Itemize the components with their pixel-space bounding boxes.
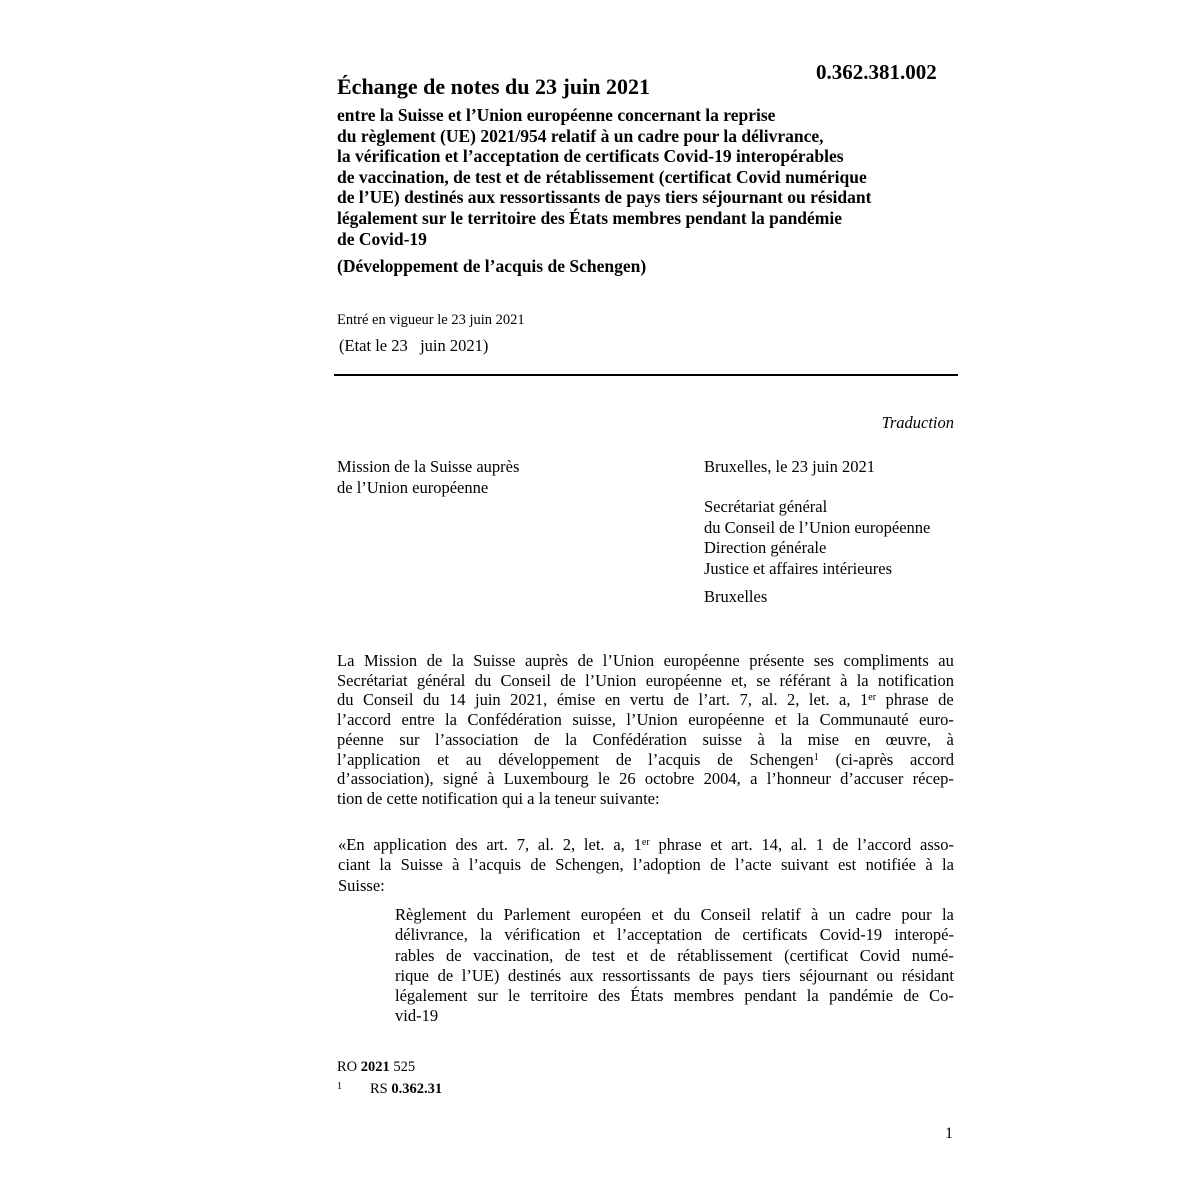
- status-date: (Etat le 23 juin 2021): [339, 336, 489, 355]
- recipient-city: Bruxelles: [704, 587, 768, 606]
- entry-into-force: Entré en vigueur le 23 juin 2021: [337, 312, 525, 328]
- subtitle-line: de Covid-19: [337, 228, 427, 249]
- subtitle-line: légalement sur le territoire des États membres pendant la pandémie: [337, 207, 843, 228]
- body-line: tion de cette notification qui a la teneur suivante:: [337, 788, 660, 808]
- recipient-line: Justice et affaires intérieures: [704, 558, 892, 578]
- regulation-line: délivrance, la vérification et l’acceptation de certificats Covid-19 interopé-: [395, 925, 954, 945]
- footnote: 1 RS 0.362.31: [337, 1081, 443, 1097]
- subtitle-line: de l’UE) destinés aux ressortissants de pays tiers séjournant ou résidant: [337, 187, 872, 208]
- body-line: La Mission de la Suisse auprès de l’Union européenne présente ses compliments au: [337, 651, 954, 670]
- footnote-sup: er: [868, 692, 877, 704]
- quote-line: Suisse:: [338, 875, 385, 895]
- body-line: l’application et au développement de l’acquis de Schengen$^1$ (ci-après accord: [337, 749, 954, 769]
- regulation-line: vid-19: [395, 1006, 439, 1026]
- quote-line: ciant la Suisse à l’acquis de Schengen, l’adoption de l’acte suivant est notifiée à la: [338, 855, 954, 875]
- body-line: Secrétariat général du Conseil de l’Union européenne et, se référant à la notification: [337, 670, 954, 690]
- sender-line: Mission de la Suisse auprès: [337, 457, 520, 476]
- quote-line: «En application des art. 7, al. 2, let. a, 1er phrase et art. 14, al. 1 de l’accord asso-: [338, 835, 954, 854]
- recipient-line: Secrétariat général: [704, 497, 828, 516]
- sender-line: de l’Union européenne: [337, 477, 489, 497]
- regulation-title: [395, 905, 954, 1027]
- footnote-marker: 1: [813, 751, 819, 763]
- body-paragraph: [337, 651, 954, 809]
- regulation-line: Règlement du Parlement européen et du Conseil relatif à un cadre pour la: [395, 905, 954, 924]
- schengen-note: (Développement de l’acquis de Schengen): [337, 256, 647, 276]
- regulation-line: rique de l’UE) destinés aux ressortissants de pays tiers séjournant ou résidant: [395, 965, 954, 985]
- subtitle-line: de vaccination, de test et de rétablissement (certificat Covid numérique: [337, 166, 867, 187]
- sender-address: [337, 457, 519, 498]
- recipient-address: [704, 497, 930, 579]
- recipient-line: du Conseil de l’Union européenne: [704, 517, 931, 537]
- regulation-line: rables de vaccination, de test et de rétablissement (certificat Covid numé-: [395, 945, 954, 965]
- body-line: d’association), signé à Luxembourg le 26 octobre 2004, a l’honneur d’accuser récep-: [337, 769, 954, 789]
- regulation-line: légalement sur le territoire des États membres pendant la pandémie de Co-: [395, 986, 954, 1006]
- subtitle-line: la vérification et l’acceptation de certificats Covid-19 interopérables: [337, 146, 844, 167]
- page-number: 1: [945, 1125, 953, 1142]
- ro-reference: RO 2021 525: [337, 1059, 416, 1075]
- footnote-number: 1: [337, 1081, 342, 1092]
- document-subtitle: [337, 105, 957, 249]
- place-date: Bruxelles, le 23 juin 2021: [704, 457, 875, 476]
- quote-paragraph: [338, 835, 954, 896]
- body-line: l’accord entre la Confédération suisse, l’Union européenne et la Communauté euro-: [337, 710, 954, 730]
- body-line: du Conseil du 14 juin 2021, émise en vertu de l’art. 7, al. 2, let. a, 1er phrase de: [337, 690, 954, 710]
- recipient-line: Direction générale: [704, 538, 827, 557]
- subtitle-line: entre la Suisse et l’Union européenne concernant la reprise: [337, 105, 776, 125]
- document-title: Échange de notes du 23 juin 2021: [337, 74, 650, 99]
- header-divider: [334, 374, 958, 376]
- translation-label: Traduction: [881, 413, 954, 432]
- subtitle-line: du règlement (UE) 2021/954 relatif à un cadre pour la délivrance,: [337, 125, 824, 146]
- body-line: péenne sur l’association de la Confédération suisse à la mise en œuvre, à: [337, 729, 954, 749]
- sr-number: 0.362.381.002: [816, 60, 937, 84]
